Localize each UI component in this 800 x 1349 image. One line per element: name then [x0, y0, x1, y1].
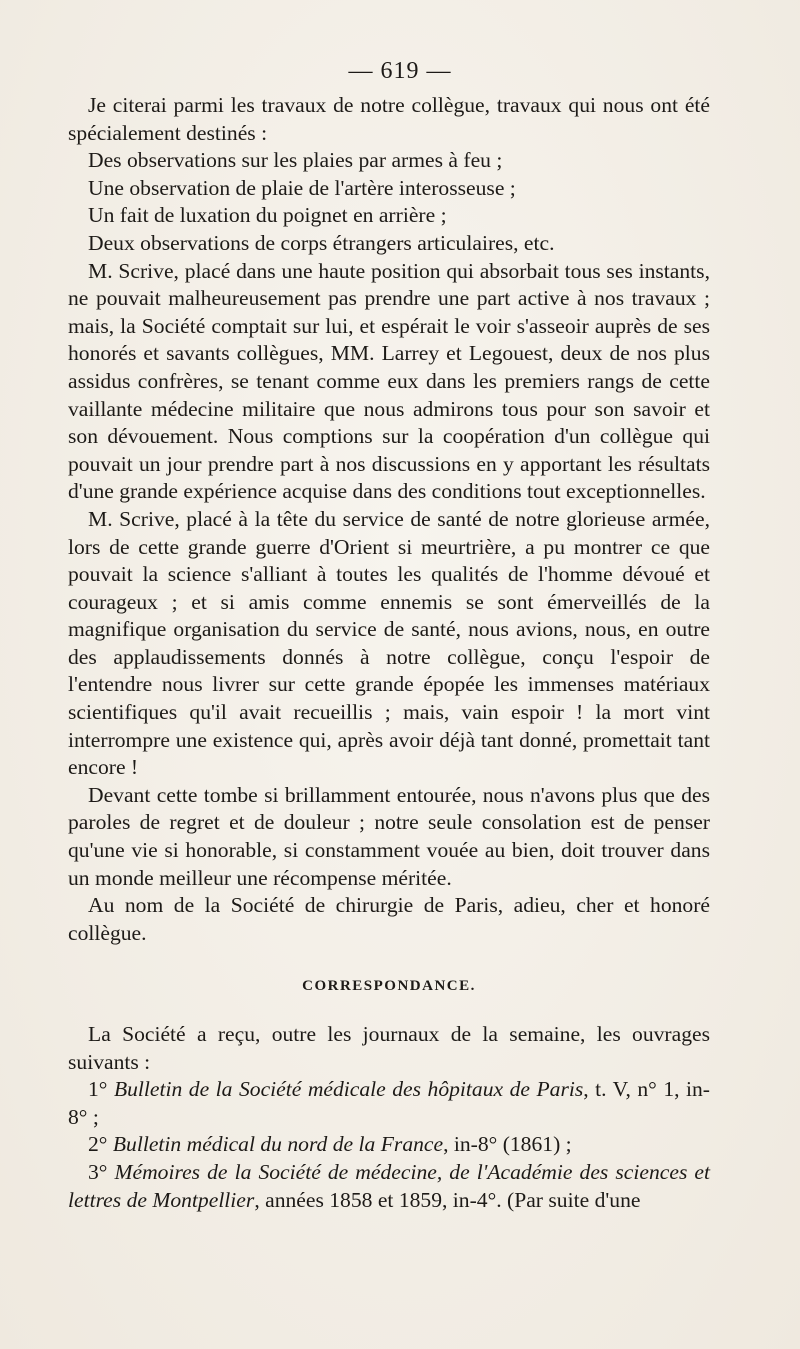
paragraph: M. Scrive, placé à la tête du service de santé de notre glorieuse armée, lors de cette grande guerre d'Orient si meurtrière, a pu montrer ce que pouvait la science s'alliant à toutes les qualités de l'homme dévoué et courageux ; et si amis comme ennemis se sont émerveillés de la magnifique organisation du service de santé, nous avions, nous, en outre des applaudissements donnés à notre collègue, conçu l'espoir de l'entendre nous livrer sur cette grande épopée les immenses matériaux scientifiques qu'il avait recueillis ; mais, vain espoir ! la mort vint interrompre une existence qui, après avoir déjà tant donné, promettait tant encore !: [68, 506, 710, 780]
item-number: 2°: [88, 1132, 108, 1157]
item-details: , in-8° (1861) ;: [443, 1132, 572, 1157]
item-number: 3°: [88, 1159, 108, 1184]
page-number: — 619 —: [348, 58, 452, 84]
paragraph: M. Scrive, placé dans une haute position qui absorbait tous ses instants, ne pouvait malheureusement pas prendre une part active à nos travaux ; mais, la Société comptait sur lui, et espérait le voir s'asseoir auprès de ses honorés et savants collègues, MM. Larrey et Legouest, deux de nos plus assidus confrères, se tenant comme eux dans les premiers rangs de cette vaillante médecine militaire que nous admirons tous pour son savoir et son dévouement. Nous comptions sur la coopération d'un collègue qui pouvait un jour prendre part à nos discussions en y apportant les résultats d'une grande expérience acquise dans des conditions tout exceptionnelles.: [68, 258, 710, 504]
correspondence-item: [68, 1159, 710, 1214]
intro-paragraph: Je citerai parmi les travaux de notre collègue, travaux qui nous ont été spécialement destinés :: [68, 93, 710, 145]
item-title: Bulletin médical du nord de la France: [112, 1132, 444, 1157]
correspondence-intro: La Société a reçu, outre les journaux de la semaine, les ouvrages suivants :: [68, 1022, 710, 1074]
work-item: Un fait de luxation du poignet en arrière ;: [88, 203, 447, 228]
item-title: Bulletin de la Société médicale des hôpitaux de Paris: [113, 1077, 584, 1102]
item-number: 1°: [88, 1077, 108, 1102]
work-item: Des observations sur les plaies par armes à feu ;: [88, 148, 503, 173]
paragraph: Devant cette tombe si brillamment entourée, nous n'avons plus que des paroles de regret et de douleur ; notre seule consolation est de penser qu'une vie si honorable, si constamment vouée au bien, doit trouver dans un monde meilleur une récompense méritée.: [68, 782, 710, 890]
main-text: [68, 92, 710, 1214]
work-item: Une observation de plaie de l'artère interosseuse ;: [88, 175, 516, 200]
item-title: Mémoires de la Société de médecine, de l'Académie des sciences et lettres de Montpellier: [68, 1159, 710, 1212]
section-heading: CORRESPONDANCE.: [302, 978, 476, 995]
work-item: Deux observations de corps étrangers articulaires, etc.: [88, 230, 555, 255]
item-details: , t. V, n° 1, in-8° ;: [68, 1077, 710, 1129]
correspondence-item: [68, 1076, 710, 1131]
correspondence-item: [68, 1131, 710, 1159]
paragraph: Au nom de la Société de chirurgie de Paris, adieu, cher et honoré collègue.: [68, 893, 710, 945]
item-details: , années 1858 et 1859, in-4°. (Par suite d'une: [254, 1187, 641, 1212]
